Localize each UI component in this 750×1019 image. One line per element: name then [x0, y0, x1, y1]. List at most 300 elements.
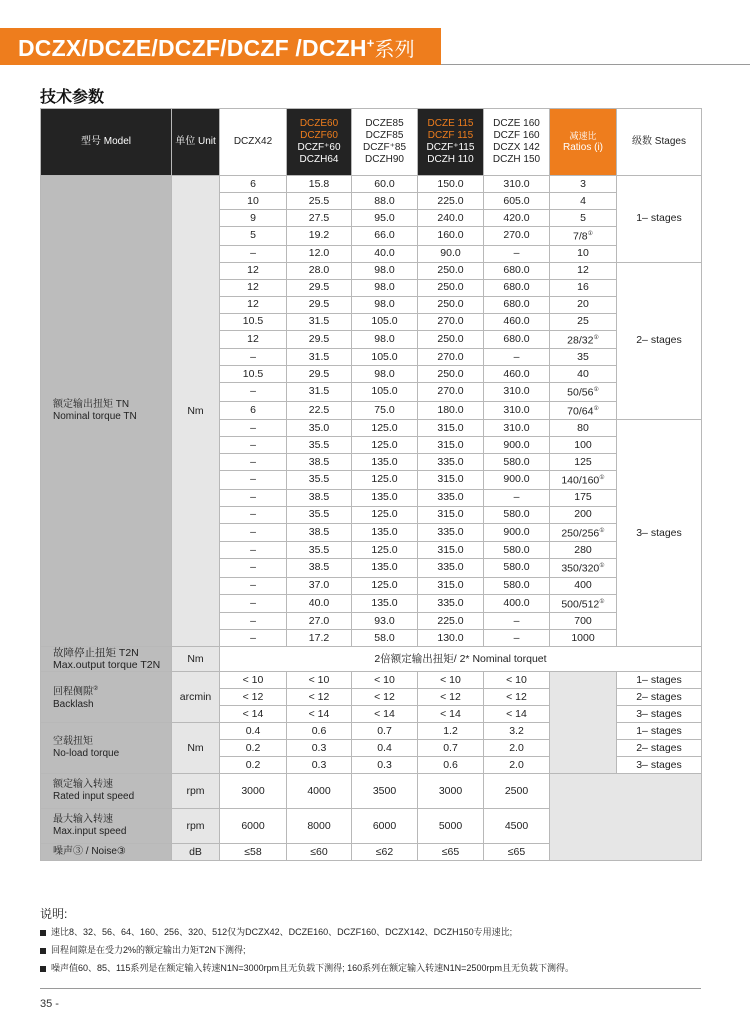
- rated-speed-value-cell: 2500: [484, 774, 550, 809]
- nominal-torque-label-en: Nominal torque TN: [53, 411, 137, 422]
- ratio-value: 175: [574, 491, 592, 503]
- torque-value-cell: 35.5: [287, 506, 352, 523]
- noload-value-cell: 0.2: [220, 757, 287, 774]
- notes-title: 说明:: [40, 907, 68, 921]
- torque-value-cell: 125.0: [352, 506, 418, 523]
- noload-label-en: No-load torque: [53, 748, 120, 759]
- torque-value-cell: 98.0: [352, 366, 418, 383]
- note-text: 回程间隙是在受力2%的额定输出力矩T2N下测得;: [51, 945, 246, 955]
- rated-speed-value-cell: 4000: [287, 774, 352, 809]
- ratio-value: 125: [574, 455, 592, 468]
- torque-value-cell: 12: [220, 296, 287, 313]
- stage-cell: 2– stages: [617, 262, 702, 420]
- torque-value-cell: 580.0: [484, 559, 550, 578]
- backlash-value-cell: < 10: [352, 672, 418, 689]
- header-model-160-l3: DCZH 150: [492, 154, 541, 165]
- torque-value-cell: –: [220, 594, 287, 613]
- ratio-cell: [550, 630, 617, 647]
- torque-value-cell: 135.0: [352, 454, 418, 471]
- backlash-label-sup: ②: [93, 686, 99, 693]
- ratio-cell: [550, 420, 617, 437]
- note-item: [40, 963, 720, 974]
- header-model-60-l2: DCZF⁺60: [297, 142, 341, 153]
- noload-value-cell: 0.7: [352, 723, 418, 740]
- backlash-value-cell: < 10: [484, 672, 550, 689]
- noload-value-cell: 2.0: [484, 757, 550, 774]
- torque-value-cell: 335.0: [418, 489, 484, 506]
- rated-speed-value-cell: 3500: [352, 774, 418, 809]
- ratio-cell: [550, 245, 617, 262]
- noload-value-cell: 0.4: [352, 740, 418, 757]
- noload-label-cn-text: 空载扭矩: [53, 736, 93, 747]
- rated-speed-value-cell: 3000: [418, 774, 484, 809]
- ratio-cell: [550, 383, 617, 402]
- torque-value-cell: –: [484, 245, 550, 262]
- ratio-value: 28/32: [567, 334, 594, 346]
- torque-value-cell: 225.0: [418, 193, 484, 210]
- torque-value-cell: 5: [220, 227, 287, 246]
- emergency-row: [41, 647, 702, 672]
- torque-value-cell: 270.0: [418, 313, 484, 330]
- ratio-footnote: ①: [599, 598, 605, 605]
- torque-value-cell: 315.0: [418, 420, 484, 437]
- header-dczx42: DCZX42: [220, 109, 287, 176]
- ratio-value: 70/64: [567, 405, 594, 417]
- rated-speed-label-cn: 额定输入转速: [53, 779, 113, 790]
- bullet-square-icon: [40, 948, 46, 954]
- noload-value-cell: 0.4: [220, 723, 287, 740]
- header-unit: 单位 Unit: [172, 109, 220, 176]
- header-model-60-l1: DCZF60: [300, 130, 338, 141]
- torque-value-cell: 29.5: [287, 279, 352, 296]
- torque-value-cell: 98.0: [352, 279, 418, 296]
- torque-value-cell: –: [484, 489, 550, 506]
- notes: [40, 905, 720, 981]
- torque-value-cell: 27.0: [287, 613, 352, 630]
- header-rule: [441, 64, 750, 65]
- torque-value-cell: 29.5: [287, 366, 352, 383]
- backlash-value-cell: < 12: [352, 689, 418, 706]
- torque-value-cell: 180.0: [418, 401, 484, 420]
- torque-value-cell: 15.8: [287, 176, 352, 193]
- lower-blank-cell: [550, 774, 702, 861]
- ratio-value: 10: [577, 247, 589, 259]
- max-speed-value-cell: 5000: [418, 809, 484, 844]
- header-model-115-l0: DCZE 115: [427, 118, 474, 129]
- backlash-value-cell: < 10: [418, 672, 484, 689]
- max-speed-label: [41, 809, 172, 844]
- backlash-value-cell: < 14: [352, 706, 418, 723]
- backlash-value-cell: < 12: [220, 689, 287, 706]
- section-title: 技术参数: [40, 89, 105, 106]
- torque-value-cell: –: [220, 577, 287, 594]
- torque-value-cell: 12.0: [287, 245, 352, 262]
- nominal-torque-label: [41, 176, 172, 647]
- noload-stage: 3– stages: [617, 757, 702, 774]
- torque-value-cell: 160.0: [418, 227, 484, 246]
- stage-cell: 3– stages: [617, 420, 702, 647]
- header-model-115-l2: DCZF⁺115: [426, 142, 475, 153]
- torque-value-cell: 29.5: [287, 330, 352, 349]
- ratio-cell: [550, 210, 617, 227]
- series-title-text: DCZX/DCZE/DCZF/DCZF /DCZH: [18, 35, 367, 61]
- note-item: [40, 927, 720, 938]
- torque-value-cell: –: [220, 542, 287, 559]
- torque-value-cell: –: [220, 437, 287, 454]
- header-model-85-l0: DCZE85: [365, 118, 404, 129]
- ratio-value: 250/256: [561, 527, 600, 539]
- torque-value-cell: 315.0: [418, 577, 484, 594]
- torque-value-cell: 680.0: [484, 330, 550, 349]
- note-text: 噪声值60、85、115系列是在额定输入转速N1N=3000rpm且无负载下测得; 160系列在额定输入转速N1N=2500rpm且无负载下测得。: [51, 963, 574, 973]
- torque-value-cell: –: [220, 420, 287, 437]
- torque-value-cell: 680.0: [484, 262, 550, 279]
- torque-value-cell: 88.0: [352, 193, 418, 210]
- header-model-60-l0: DCZE60: [299, 118, 339, 129]
- ratio-value: 20: [577, 298, 589, 310]
- torque-value-cell: 22.5: [287, 401, 352, 420]
- backlash-label-cn-text: 回程侧隙: [53, 686, 93, 698]
- torque-value-cell: 900.0: [484, 437, 550, 454]
- header-model-60-l3: DCZH64: [299, 154, 339, 165]
- torque-value-cell: 37.0: [287, 577, 352, 594]
- ratio-value: 3: [580, 177, 586, 190]
- ratio-value: 5: [580, 211, 586, 224]
- max-speed-label-cn: 最大输入转速: [53, 814, 113, 825]
- torque-value-cell: 38.5: [287, 489, 352, 506]
- torque-value-cell: –: [484, 349, 550, 366]
- torque-value-cell: 60.0: [352, 176, 418, 193]
- ratio-value: 4: [580, 194, 586, 207]
- torque-value-cell: –: [220, 454, 287, 471]
- header-stages: 级数 Stages: [617, 109, 702, 176]
- torque-value-cell: 12: [220, 330, 287, 349]
- torque-value-cell: 310.0: [484, 383, 550, 402]
- torque-value-cell: 31.5: [287, 349, 352, 366]
- torque-value-cell: 135.0: [352, 559, 418, 578]
- ratio-value: 350/320: [561, 562, 600, 575]
- max-speed-value-cell: 6000: [352, 809, 418, 844]
- torque-value-cell: 900.0: [484, 471, 550, 490]
- ratio-footnote: ①: [599, 527, 605, 534]
- torque-value-cell: 66.0: [352, 227, 418, 246]
- ratio-value: 1000: [571, 631, 595, 644]
- header-model-160-l2: DCZX 142: [493, 142, 540, 153]
- torque-value-cell: 135.0: [352, 489, 418, 506]
- torque-value-cell: 135.0: [352, 523, 418, 542]
- noload-value-cell: 1.2: [418, 723, 484, 740]
- torque-value-cell: 580.0: [484, 506, 550, 523]
- emergency-torque-label: [41, 647, 172, 672]
- header-model-85-l1: DCZF85: [365, 130, 404, 141]
- torque-value-cell: 250.0: [418, 366, 484, 383]
- ratio-cell: [550, 262, 617, 279]
- torque-value-cell: 35.0: [287, 420, 352, 437]
- torque-value-cell: 125.0: [352, 437, 418, 454]
- ratio-footnote: ①: [593, 387, 599, 393]
- torque-value-cell: 125.0: [352, 471, 418, 490]
- emergency-torque-label-cn: 故障停止扭矩 T2N: [53, 647, 139, 659]
- torque-value-cell: 315.0: [418, 437, 484, 454]
- ratio-cell: [550, 193, 617, 210]
- backlash-value-cell: < 10: [220, 672, 287, 689]
- torque-value-cell: 335.0: [418, 454, 484, 471]
- backlash-value-cell: < 14: [418, 706, 484, 723]
- torque-value-cell: 125.0: [352, 420, 418, 437]
- header-ratio-en: Ratios (i): [562, 142, 603, 153]
- header-model-160: [484, 109, 550, 176]
- torque-value-cell: 105.0: [352, 349, 418, 366]
- ratio-value: 50/56: [567, 386, 594, 399]
- noise-value-cell: ≤60: [287, 844, 352, 861]
- torque-value-cell: 315.0: [418, 542, 484, 559]
- rated-speed-label-en: Rated input speed: [53, 791, 135, 802]
- torque-value-cell: 460.0: [484, 366, 550, 383]
- ratio-cell: [550, 506, 617, 523]
- ratio-cell: [550, 523, 617, 542]
- ratio-value: 100: [574, 438, 592, 451]
- backlash-label-cn: [53, 683, 171, 698]
- torque-value-cell: –: [220, 506, 287, 523]
- ratio-value: 80: [577, 421, 589, 434]
- torque-value-cell: 270.0: [484, 227, 550, 246]
- torque-value-cell: –: [220, 630, 287, 647]
- torque-value-cell: 10.5: [220, 366, 287, 383]
- ratio-cell: [550, 559, 617, 578]
- backlash-value-cell: < 14: [220, 706, 287, 723]
- noload-value-cell: 3.2: [484, 723, 550, 740]
- ratio-value: 7/8: [573, 230, 588, 243]
- backlash-stage: 3– stages: [617, 706, 702, 723]
- series-title: [18, 33, 415, 62]
- noload-value-cell: 0.6: [287, 723, 352, 740]
- torque-value-cell: 580.0: [484, 577, 550, 594]
- ratio-cell: [550, 437, 617, 454]
- ratio-footnote: ①: [599, 475, 605, 481]
- header-ratio: [550, 109, 617, 176]
- footer-rule: [40, 988, 701, 989]
- torque-value-cell: 17.2: [287, 630, 352, 647]
- ratio-value: 400: [574, 579, 592, 591]
- ratio-cell: [550, 330, 617, 349]
- ratio-footnote: ①: [593, 405, 599, 412]
- noload-value-cell: 2.0: [484, 740, 550, 757]
- noload-value-cell: 0.6: [418, 757, 484, 774]
- torque-value-cell: 9: [220, 210, 287, 227]
- torque-value-cell: 680.0: [484, 279, 550, 296]
- torque-value-cell: 310.0: [484, 401, 550, 420]
- torque-value-cell: 125.0: [352, 577, 418, 594]
- torque-value-cell: 31.5: [287, 383, 352, 402]
- ratio-footnote: ①: [587, 231, 593, 237]
- ratio-value: 200: [574, 508, 592, 520]
- noload-label-cn: [53, 736, 171, 748]
- torque-value-cell: 310.0: [484, 420, 550, 437]
- header-row: [41, 109, 702, 176]
- torque-value-cell: 335.0: [418, 559, 484, 578]
- noise-value-cell: ≤58: [220, 844, 287, 861]
- torque-value-cell: 95.0: [352, 210, 418, 227]
- max-speed-value-cell: 4500: [484, 809, 550, 844]
- ratio-value: 16: [577, 281, 589, 293]
- torque-value-cell: 6: [220, 401, 287, 420]
- torque-value-cell: 250.0: [418, 296, 484, 313]
- note-item: [40, 945, 720, 956]
- torque-value-cell: 250.0: [418, 330, 484, 349]
- ratio-cell: [550, 542, 617, 559]
- rated-speed-row: [41, 774, 702, 809]
- torque-value-cell: 28.0: [287, 262, 352, 279]
- torque-value-cell: –: [220, 471, 287, 490]
- torque-value-cell: 240.0: [418, 210, 484, 227]
- torque-value-cell: 680.0: [484, 296, 550, 313]
- torque-value-cell: 6: [220, 176, 287, 193]
- header-model-85: [352, 109, 418, 176]
- backlash-value-cell: < 10: [287, 672, 352, 689]
- header-model-115-l3: DCZH 110: [427, 154, 474, 165]
- header-model-60: [287, 109, 352, 176]
- torque-value-cell: 27.5: [287, 210, 352, 227]
- ratio-value: 35: [577, 350, 589, 363]
- torque-value-cell: 105.0: [352, 383, 418, 402]
- torque-value-cell: 900.0: [484, 523, 550, 542]
- emergency-torque-label-en: Max.output torque T2N: [53, 659, 161, 671]
- backlash-label-en: Backlash: [53, 698, 94, 710]
- torque-value-cell: 90.0: [418, 245, 484, 262]
- max-speed-value-cell: 6000: [220, 809, 287, 844]
- torque-value-cell: 29.5: [287, 296, 352, 313]
- torque-value-cell: –: [220, 245, 287, 262]
- torque-row: [41, 176, 702, 193]
- ratio-footnote: ①: [593, 334, 599, 341]
- torque-value-cell: 25.5: [287, 193, 352, 210]
- torque-value-cell: –: [220, 489, 287, 506]
- torque-value-cell: 93.0: [352, 613, 418, 630]
- note-text: 速比8、32、56、64、160、256、320、512仅为DCZX42、DCZE160、DCZF160、DCZX142、DCZH150专用速比;: [51, 927, 513, 937]
- torque-value-cell: 12: [220, 279, 287, 296]
- noload-value-cell: 0.2: [220, 740, 287, 757]
- ratio-cell: [550, 471, 617, 490]
- torque-value-cell: 460.0: [484, 313, 550, 330]
- backlash-label: [41, 672, 172, 723]
- torque-value-cell: 58.0: [352, 630, 418, 647]
- torque-value-cell: 580.0: [484, 454, 550, 471]
- stage-cell: 1– stages: [617, 176, 702, 263]
- noise-value-cell: ≤62: [352, 844, 418, 861]
- noload-stage: 2– stages: [617, 740, 702, 757]
- series-title-sup: +: [366, 35, 375, 51]
- torque-value-cell: 31.5: [287, 313, 352, 330]
- torque-value-cell: –: [220, 559, 287, 578]
- torque-value-cell: 12: [220, 262, 287, 279]
- header-model-160-l1: DCZF 160: [493, 130, 540, 141]
- bullet-square-icon: [40, 966, 46, 972]
- noload-value-cell: 0.7: [418, 740, 484, 757]
- torque-value-cell: 38.5: [287, 454, 352, 471]
- torque-value-cell: 75.0: [352, 401, 418, 420]
- series-banner: [0, 28, 441, 65]
- ratio-value: 25: [577, 315, 589, 327]
- torque-value-cell: 40.0: [352, 245, 418, 262]
- ratio-cell: [550, 401, 617, 420]
- ratio-value: 40: [577, 367, 589, 380]
- torque-value-cell: 135.0: [352, 594, 418, 613]
- backlash-stage: 2– stages: [617, 689, 702, 706]
- torque-value-cell: 38.5: [287, 523, 352, 542]
- torque-value-cell: 250.0: [418, 262, 484, 279]
- ratio-cell: [550, 577, 617, 594]
- ratio-cell: [550, 613, 617, 630]
- ratio-cell: [550, 313, 617, 330]
- ratio-cell: [550, 454, 617, 471]
- torque-value-cell: 10: [220, 193, 287, 210]
- noise-value-cell: ≤65: [484, 844, 550, 861]
- torque-value-cell: –: [220, 523, 287, 542]
- noise-value-cell: ≤65: [418, 844, 484, 861]
- ratio-value: 700: [574, 614, 592, 627]
- ratio-cell: [550, 366, 617, 383]
- header-model-115-l1: DCZF 115: [427, 130, 474, 141]
- rated-speed-value-cell: 3000: [220, 774, 287, 809]
- torque-value-cell: 105.0: [352, 313, 418, 330]
- torque-value-cell: 35.5: [287, 542, 352, 559]
- noload-value-cell: 0.3: [352, 757, 418, 774]
- header-model-160-l0: DCZE 160: [493, 118, 540, 129]
- noload-label: [41, 723, 172, 774]
- spec-table: [40, 108, 702, 861]
- header-ratio-cn: 减速比: [569, 131, 597, 141]
- noload-unit: Nm: [172, 723, 220, 774]
- torque-value-cell: 420.0: [484, 210, 550, 227]
- torque-value-cell: 38.5: [287, 559, 352, 578]
- emergency-torque-unit: Nm: [172, 647, 220, 672]
- torque-value-cell: 270.0: [418, 383, 484, 402]
- ratio-cell: [550, 279, 617, 296]
- backlash-value-cell: < 12: [484, 689, 550, 706]
- torque-value-cell: 315.0: [418, 471, 484, 490]
- ratio-value: 500/512: [561, 598, 600, 610]
- torque-value-cell: 40.0: [287, 594, 352, 613]
- max-speed-unit: rpm: [172, 809, 220, 844]
- backlash-value-cell: < 14: [287, 706, 352, 723]
- rated-speed-label: [41, 774, 172, 809]
- spec-table-body: [41, 176, 702, 861]
- ratio-cell: [550, 349, 617, 366]
- backlash-unit: arcmin: [172, 672, 220, 723]
- backlash-value-cell: < 14: [484, 706, 550, 723]
- torque-value-cell: –: [484, 630, 550, 647]
- torque-value-cell: 10.5: [220, 313, 287, 330]
- torque-value-cell: 98.0: [352, 296, 418, 313]
- torque-value-cell: 35.5: [287, 437, 352, 454]
- torque-value-cell: 98.0: [352, 330, 418, 349]
- backlash-value-cell: < 12: [287, 689, 352, 706]
- noload-value-cell: 0.3: [287, 757, 352, 774]
- header-model-85-l3: DCZH90: [365, 154, 404, 165]
- torque-value-cell: 35.5: [287, 471, 352, 490]
- torque-value-cell: 270.0: [418, 349, 484, 366]
- torque-value-cell: 315.0: [418, 506, 484, 523]
- torque-value-cell: 225.0: [418, 613, 484, 630]
- torque-value-cell: 250.0: [418, 279, 484, 296]
- ratio-cell: [550, 176, 617, 193]
- max-speed-value-cell: 8000: [287, 809, 352, 844]
- header-model-115: [418, 109, 484, 176]
- ratio-value: 280: [574, 543, 592, 556]
- ratio-cell: [550, 594, 617, 613]
- noload-stage: 1– stages: [617, 723, 702, 740]
- backlash-stage: 1– stages: [617, 672, 702, 689]
